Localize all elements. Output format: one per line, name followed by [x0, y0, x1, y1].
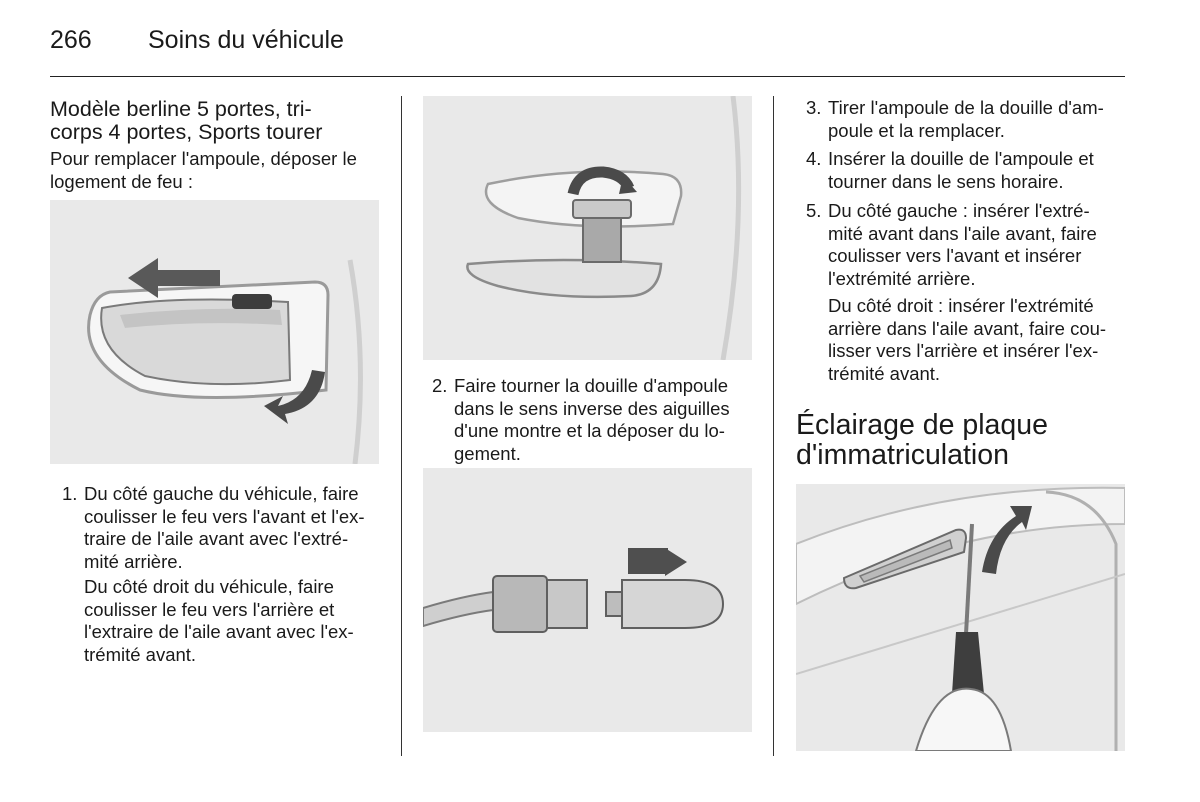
text-line: Insérer la douille de l'ampoule et [828, 148, 1094, 169]
text-line: tourner dans le sens horaire. [828, 170, 1064, 192]
text-line: trémité avant. [828, 362, 941, 384]
text-line: mité arrière. [84, 550, 183, 572]
text-line: l'extraire de l'aile avant avec l'ex- [84, 621, 354, 642]
step-3 [806, 97, 1136, 143]
text-line: Du côté droit du véhicule, faire [84, 576, 334, 597]
step-number: 4. [806, 148, 822, 169]
text-line: Faire tourner la douille d'ampoule [454, 375, 728, 396]
step-1 [62, 483, 392, 663]
text-line: logement de feu : [50, 170, 193, 192]
step-number: 1. [62, 483, 78, 504]
column-divider-2 [773, 96, 774, 756]
section-title: Soins du véhicule [148, 26, 344, 54]
text-line: Pour remplacer l'ampoule, déposer le [50, 148, 357, 169]
heading-line: d'immatriculation [796, 439, 1009, 471]
section-heading [796, 410, 1126, 470]
step-number: 2. [432, 375, 448, 396]
text-line: mité avant dans l'aile avant, faire [828, 222, 1097, 244]
page-header [50, 26, 1125, 77]
license-plate-lamp-illustration [796, 484, 1125, 751]
text-line: trémité avant. [84, 643, 197, 665]
intro-paragraph [50, 148, 395, 193]
text-line: dans le sens inverse des aiguilles [454, 397, 730, 419]
column-divider-1 [401, 96, 402, 756]
text-line: coulisser le feu vers l'avant et l'ex- [84, 505, 365, 527]
text-line: Du côté droit : insérer l'extrémité [828, 295, 1094, 316]
page-number: 266 [50, 26, 92, 54]
text-line: coulisser vers l'avant et insérer [828, 245, 1082, 266]
step-4 [806, 148, 1136, 194]
text-line: Du côté gauche du véhicule, faire [84, 483, 359, 504]
text-line: gement. [454, 442, 521, 464]
step-number: 3. [806, 97, 822, 118]
lamp-removal-illustration [50, 200, 379, 464]
subsection-heading [50, 98, 395, 144]
text-line: Du côté gauche : insérer l'extré- [828, 200, 1090, 221]
text-line: coulisser le feu vers l'arrière et [84, 598, 335, 620]
text-line: arrière dans l'aile avant, faire cou- [828, 317, 1107, 339]
text-line: d'une montre et la déposer du lo- [454, 420, 725, 441]
text-line: lisser vers l'arrière et insérer l'ex- [828, 340, 1099, 361]
socket-rotation-illustration [423, 96, 752, 360]
text-line: poule et la remplacer. [828, 119, 1005, 141]
heading-line: Éclairage de plaque [796, 409, 1048, 441]
text-line: traire de l'aile avant avec l'extré- [84, 528, 349, 549]
text-line: Tirer l'ampoule de la douille d'am- [828, 97, 1104, 118]
step-number: 5. [806, 200, 822, 221]
heading-line: corps 4 portes, Sports tourer [50, 120, 323, 144]
step-2 [432, 375, 762, 467]
text-line: l'extrémité arrière. [828, 267, 976, 289]
step-5 [806, 200, 1136, 385]
bulb-removal-illustration [423, 468, 752, 732]
heading-line: Modèle berline 5 portes, tri- [50, 97, 312, 121]
